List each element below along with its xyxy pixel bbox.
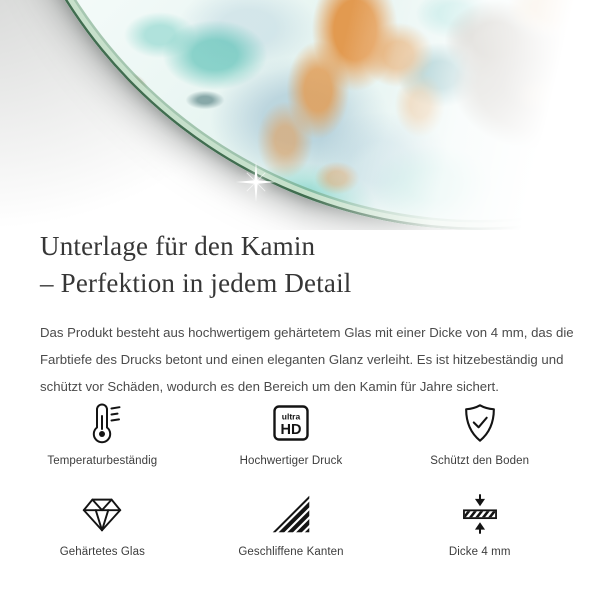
feature-temperature-resistant [8, 400, 197, 467]
feature-label: Hochwertiger Druck [239, 455, 343, 467]
thermometer-icon [80, 400, 124, 446]
polished-edges-icon [270, 491, 312, 537]
feature-grid [8, 400, 574, 558]
thickness-icon [458, 491, 502, 537]
content-block [40, 228, 580, 400]
ultra-hd-icon [269, 400, 313, 446]
svg-text:ultra: ultra [281, 411, 301, 422]
feature-polished-edges [197, 491, 386, 558]
feature-label: Geschliffene Kanten [238, 546, 344, 558]
page-title [40, 228, 580, 302]
product-photo [0, 0, 600, 230]
feature-tempered-glass [8, 491, 197, 558]
page-title-line1: Unterlage für den Kamin [40, 231, 316, 261]
shield-check-icon [459, 400, 501, 446]
description-line: Farbtiefe des Drucks betont und einen eleganten Glanz verleiht. Es ist hitzebeständig und [40, 352, 564, 367]
svg-text:HD: HD [280, 422, 302, 438]
feature-label: Temperaturbeständig [47, 455, 158, 467]
feature-label: Gehärtetes Glas [59, 546, 145, 558]
feature-thickness-4mm [385, 491, 574, 558]
glass-disc [0, 0, 600, 230]
feature-label: Dicke 4 mm [448, 546, 511, 558]
feature-protects-floor [385, 400, 574, 467]
description-line: Das Produkt besteht aus hochwertigem gehärtetem Glas mit einer Dicke von 4 mm, das die [40, 325, 574, 340]
diamond-icon [79, 491, 125, 537]
product-description [40, 319, 580, 400]
sparkle-glint-icon [234, 160, 278, 204]
page-title-line2: – Perfektion in jedem Detail [40, 268, 352, 298]
marble-print [0, 0, 600, 230]
description-line: schützt vor Schäden, wodurch es den Bereich um den Kamin für Jahre sichert. [40, 379, 499, 394]
feature-label: Schützt den Boden [430, 455, 530, 467]
feature-high-quality-print [197, 400, 386, 467]
